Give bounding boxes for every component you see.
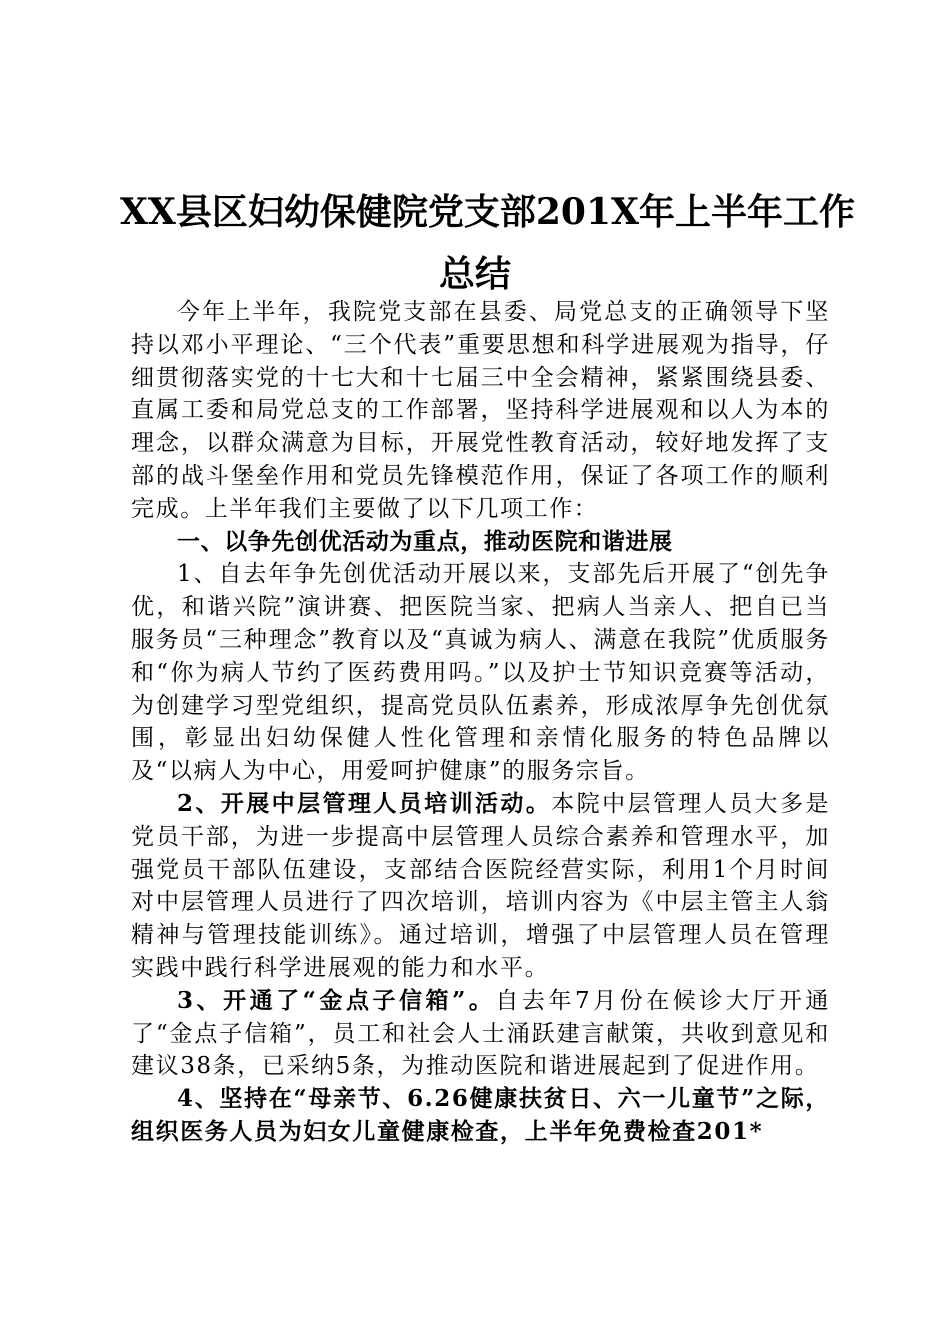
document-title-line1: XX县区妇幼保健院党支部201X年上半年工作 (120, 191, 855, 233)
intro-paragraph: 今年上半年，我院党支部在县委、局党总支的正确领导下坚持以邓小平理论、“三个代表”重要思想和科学进展观为指导，仔细贯彻落实党的十七大和十七届三中全会精神，紧紧围绕县委、直属工委和局党总支的工作部署，坚持科学进展观和以人为本的理念，以群众满意为目标，开展党性教育活动，较好地发挥了支部的战斗堡垒作用和党员先锋模范作用，保证了各项工作的顺利完成。上半年我们主要做了以下几项工作： (131, 299, 830, 522)
item3-text: 自去年7月份在候诊大厅开通了“金点子信箱”，员工和社会人士涌跃建言献策，共收到意见和建议38条，已采纳5条，为推动医院和谐进展起到了促进作用。 (131, 987, 831, 1080)
document-title-line2: 总结 (438, 253, 511, 295)
item2-paragraph (131, 788, 830, 985)
section1-heading: 一、以争先创优活动为重点，推动医院和谐进展 (177, 527, 673, 555)
item2-text: 本院中层管理人员大多是党员干部，为进一步提高中层管理人员综合素养和管理水平，加强党员干部队伍建设，支部结合医院经营实际，利用1个月时间对中层管理人员进行了四次培训，培训内容为《中层主管主人翁精神与管理技能训练》。通过培训，增强了中层管理人员在管理实践中践行科学进展观的能力和水平。 (131, 790, 830, 981)
item4-paragraph: 4、坚持在“母亲节、6.26健康扶贫日、六一儿童节”之际，组织医务人员为妇女儿童健康检查，上半年免费检查201* (131, 1085, 830, 1145)
item1-paragraph: 1、自去年争先创优活动开展以来，支部先后开展了“创先争优，和谐兴院”演讲赛、把医院当家、把病人当亲人、把自已当服务员“三种理念”教育以及“真诚为病人、满意在我院”优质服务和“你为病人节约了医药费用吗。”以及护士节知识竞赛等活动，为创建学习型党组织，提高党员队伍素养，形成浓厚争先创优氛围，彰显出妇幼保健人性化管理和亲情化服务的特色品牌以及“以病人为中心，用爱呵护健康”的服务宗旨。 (131, 561, 830, 785)
item3-paragraph (131, 985, 830, 1083)
item2-lead: 2、开展中层管理人员培训活动。 (177, 789, 552, 817)
item3-lead: 3、开通了“金点子信箱”。 (177, 986, 496, 1014)
document-body (131, 296, 830, 1149)
